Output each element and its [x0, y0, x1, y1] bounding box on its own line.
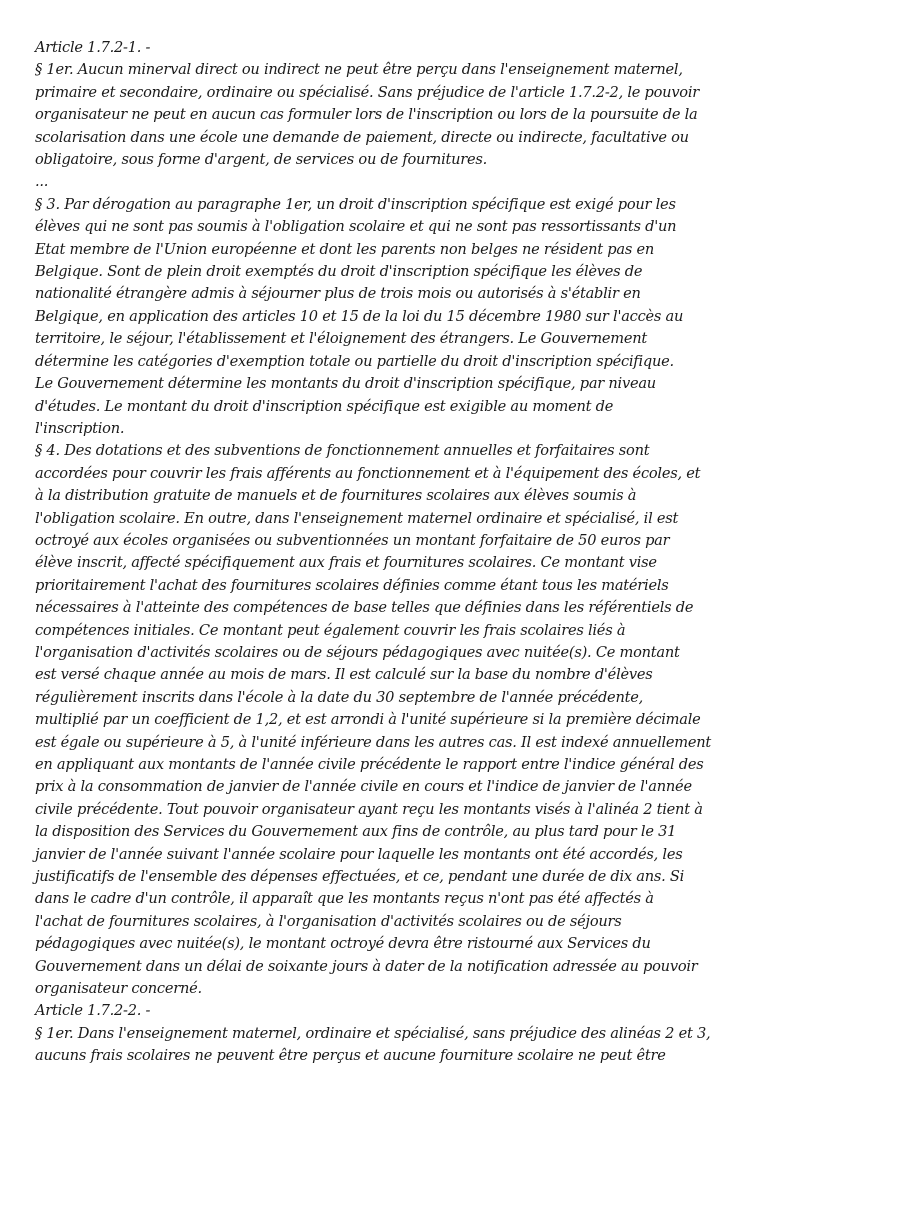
text-line: régulièrement inscrits dans l'école à la date du 30 septembre de l'année précédente,	[35, 688, 643, 706]
text-line: Le Gouvernement détermine les montants du droit d'inscription spécifique, par niveau	[35, 375, 656, 393]
text-line: Belgique. Sont de plein droit exemptés du droit d'inscription spécifique les élèves de	[35, 263, 643, 281]
text-line: obligatoire, sous forme d'argent, de services ou de fournitures.	[35, 151, 487, 169]
text-line: multiplié par un coefficient de 1,2, et est arrondi à l'unité supérieure si la première décimale	[35, 711, 701, 729]
text-line: scolarisation dans une école une demande de paiement, directe ou indirecte, facultative ou	[35, 128, 689, 146]
text-line: l'obligation scolaire. En outre, dans l'enseignement maternel ordinaire et spécialisé, il est	[35, 509, 679, 527]
text-line: Belgique, en application des articles 10 et 15 de la loi du 15 décembre 1980 sur l'accès au	[35, 307, 684, 325]
text-line: à la distribution gratuite de manuels et de fournitures scolaires aux élèves soumis à	[35, 487, 637, 505]
text-line: est égale ou supérieure à 5, à l'unité inférieure dans les autres cas. Il est indexé annuellement	[35, 733, 712, 751]
text-line: élèves qui ne sont pas soumis à l'obligation scolaire et qui ne sont pas ressortissants d'un	[35, 218, 677, 236]
text-line: aucuns frais scolaires ne peuvent être perçus et aucune fourniture scolaire ne peut être	[35, 1047, 666, 1065]
article-heading: Article 1.7.2-1. -	[35, 39, 151, 56]
text-line: Etat membre de l'Union européenne et dont les parents non belges ne résident pas en	[35, 240, 655, 258]
text-line: élève inscrit, affecté spécifiquement aux frais et fournitures scolaires. Ce montant vise	[35, 554, 657, 572]
text-line: territoire, le séjour, l'établissement et l'éloignement des étrangers. Le Gouvernement	[35, 330, 647, 348]
text-line: nécessaires à l'atteinte des compétences de base telles que définies dans les référentiels de	[35, 599, 694, 617]
text-line: compétences initiales. Ce montant peut également couvrir les frais scolaires liés à	[35, 621, 626, 639]
text-line: civile précédente. Tout pouvoir organisateur ayant reçu les montants visés à l'alinéa 2 tient à	[35, 800, 703, 818]
text-line: l'inscription.	[35, 419, 125, 437]
text-line: § 1er. Aucun minerval direct ou indirect ne peut être perçu dans l'enseignement maternel,	[35, 61, 683, 79]
text-line: prioritairement l'achat des fournitures scolaires définies comme étant tous les matériels	[35, 576, 669, 594]
ellipsis-line: ...	[35, 173, 49, 191]
text-line: justificatifs de l'ensemble des dépenses effectuées, et ce, pendant une durée de dix ans. Si	[35, 868, 685, 886]
text-line: prix à la consommation de janvier de l'année civile en cours et l'indice de janvier de l'année	[35, 778, 692, 796]
text-line: est versé chaque année au mois de mars. Il est calculé sur la base du nombre d'élèves	[35, 666, 653, 684]
text-line: janvier de l'année suivant l'année scolaire pour laquelle les montants ont été accordés, les	[35, 845, 683, 863]
text-line: § 3. Par dérogation au paragraphe 1er, un droit d'inscription spécifique est exigé pour les	[35, 195, 676, 213]
text-line: § 1er. Dans l'enseignement maternel, ordinaire et spécialisé, sans préjudice des alinéas 2 et 3,	[35, 1024, 711, 1042]
text-line: pédagogiques avec nuitée(s), le montant octroyé devra être ristourné aux Services du	[35, 935, 651, 953]
text-line: organisateur concerné.	[35, 980, 202, 998]
text-line: l'organisation d'activités scolaires ou de séjours pédagogiques avec nuitée(s). Ce montant	[35, 643, 680, 661]
document-body	[35, 37, 735, 1068]
text-line: dans le cadre d'un contrôle, il apparaît que les montants reçus n'ont pas été affectés à	[35, 890, 654, 908]
article-heading: Article 1.7.2-2. -	[35, 1002, 151, 1020]
text-line: § 4. Des dotations et des subventions de fonctionnement annuelles et forfaitaires sont	[35, 442, 650, 460]
text-line: l'achat de fournitures scolaires, à l'organisation d'activités scolaires ou de séjours	[35, 912, 622, 930]
text-line: Gouvernement dans un délai de soixante jours à dater de la notification adressée au pouvoir	[35, 957, 698, 975]
text-line: d'études. Le montant du droit d'inscription spécifique est exigible au moment de	[35, 397, 614, 415]
text-line: accordées pour couvrir les frais afférents au fonctionnement et à l'équipement des écoles, et	[35, 464, 701, 482]
text-line: la disposition des Services du Gouvernement aux fins de contrôle, au plus tard pour le 31	[35, 823, 677, 841]
text-line: en appliquant aux montants de l'année civile précédente le rapport entre l'indice général des	[35, 756, 704, 773]
text-line: détermine les catégories d'exemption totale ou partielle du droit d'inscription spécifique.	[35, 352, 674, 370]
text-line: octroyé aux écoles organisées ou subventionnées un montant forfaitaire de 50 euros par	[35, 531, 670, 549]
text-line: nationalité étrangère admis à séjourner plus de trois mois ou autorisés à s'établir en	[35, 285, 641, 303]
text-line: organisateur ne peut en aucun cas formuler lors de l'inscription ou lors de la poursuite de la	[35, 106, 698, 124]
text-line: primaire et secondaire, ordinaire ou spécialisé. Sans préjudice de l'article 1.7.2-2, le pouvoir	[35, 83, 699, 101]
